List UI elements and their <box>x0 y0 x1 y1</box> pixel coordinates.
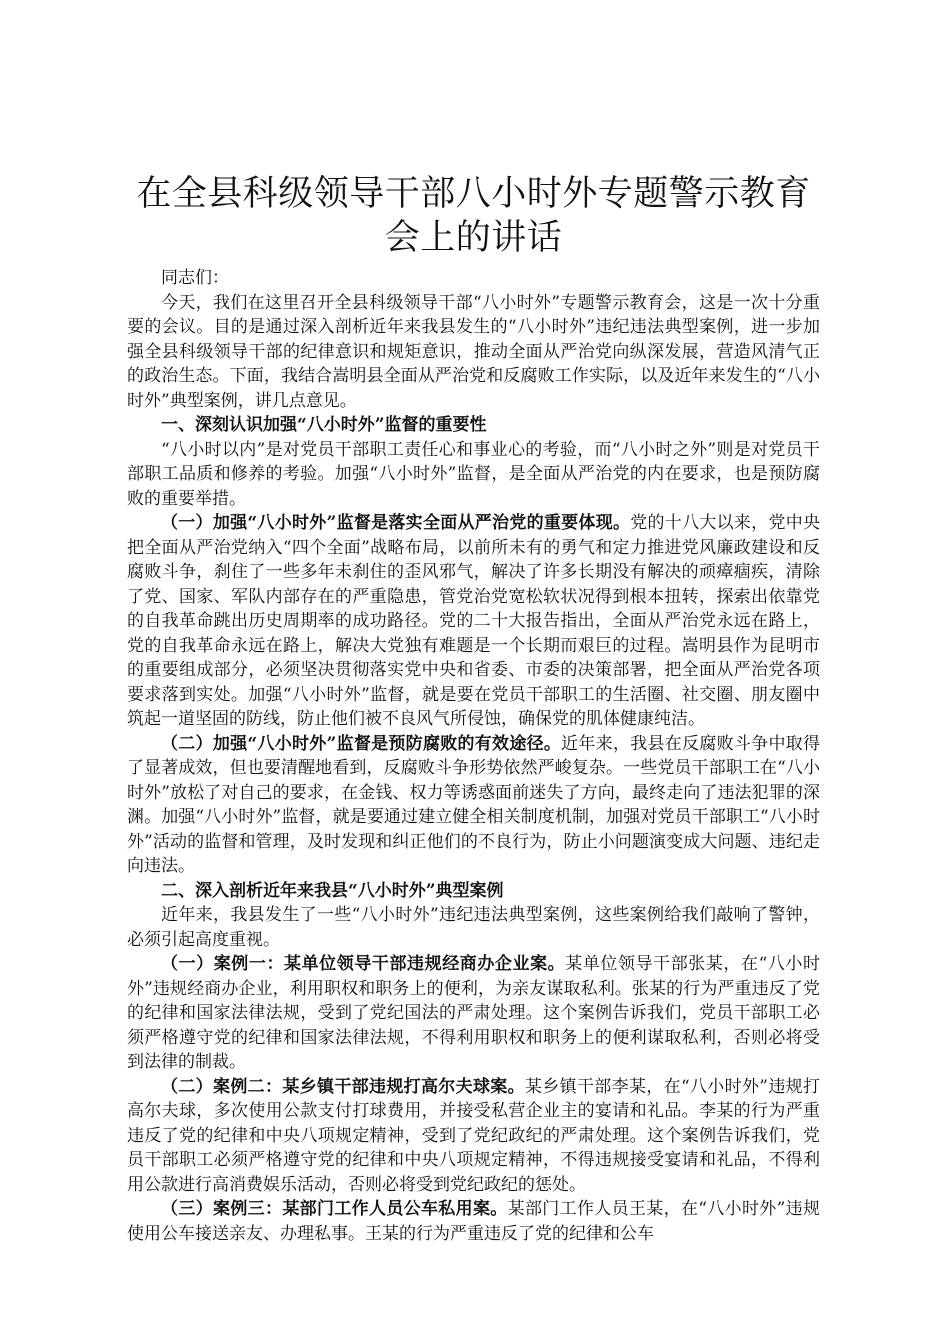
section-1-point-1-lead: （一）加强“八小时外”监督是落实全面从严治党的重要体现。 <box>161 513 631 533</box>
case-2-lead: （二）案例二：某乡镇干部违规打高尔夫球案。 <box>161 1076 525 1097</box>
case-1-body: 某单位领导干部张某，在“八小时外”违规经商办企业，利用职权和职务上的便利，为亲友谋取私利。张某的行为严重违反了党的纪律和国家法律法规，受到了党纪国法的严肃处理。这个案例告诉我们，党员干部职工必须严格遵守党的纪律和国家法律法规，不得利用职权和职务上的便利谋取私利，否则必将受到法律的制裁。 <box>127 954 820 1072</box>
section-2-body: 近年来，我县发生了一些“八小时外”违纪违法典型案例，这些案例给我们敲响了警钟，必须引起高度重视。 <box>127 905 820 950</box>
case-3-body: 某部门工作人员王某，在“八小时外”违规使用公车接送亲友、办理私事。王某的行为严重违反了党的纪律和公车 <box>127 1199 820 1244</box>
section-1-point-1 <box>127 511 820 732</box>
section-1-point-2 <box>127 732 820 879</box>
document-page <box>127 172 820 1246</box>
salutation: 同志们： <box>161 268 229 288</box>
section-2-heading: 二、深入剖析近年来我县“八小时外”典型案例 <box>161 880 504 901</box>
section-1-body: “八小时以内”是对党员干部职工责任心和事业心的考验，而“八小时之外”则是对党员干部职工品质和修养的考验。加强“八小时外”监督，是全面从严治党的内在要求，也是预防腐败的重要举措。 <box>127 439 820 509</box>
case-3 <box>127 1197 820 1246</box>
section-1-point-2-lead: （二）加强“八小时外”监督是预防腐败的有效途径。 <box>161 733 562 754</box>
section-1-point-1-body: 党的十八大以来，党中央把全面从严治党纳入“四个全面”战略布局，以前所未有的勇气和定力推进党风廉政建设和反腐败斗争，刹住了一些多年未刹住的歪风邪气，解决了许多长期没有解决的顽瘴痼疾，清除了党、国家、军队内部存在的严重隐患，管党治党宽松软状况得到根本扭转，探索出依靠党的自我革命跳出历史周期率的成功路径。党的二十大报告指出，全面从严治党永远在路上，党的自我革命永远在路上，解决大党独有难题是一个长期而艰巨的过程。嵩明县作为昆明市的重要组成部分，必须坚决贯彻落实党中央和省委、市委的决策部署，把全面从严治党各项要求落到实处。加强“八小时外”监督，就是要在党员干部职工的生活圈、社交圈、朋友圈中筑起一道坚固的防线，防止他们被不良风气所侵蚀，确保党的肌体健康纯洁。 <box>127 513 820 729</box>
section-1-point-2-body: 近年来，我县在反腐败斗争中取得了显著成效，但也要清醒地看到，反腐败斗争形势依然严峻复杂。一些党员干部职工在“八小时外”放松了对自己的要求，在金钱、权力等诱惑面前迷失了方向，最终走向了违法犯罪的深渊。加强“八小时外”监督，就是要通过建立健全相关制度机制，加强对党员干部职工“八小时外”活动的监督和管理，及时发现和纠正他们的不良行为，防止小问题演变成大问题、违纪走向违法。 <box>127 733 821 876</box>
case-1-lead: （一）案例一：某单位领导干部违规经商办企业案。 <box>161 954 566 974</box>
document-title: 在全县科级领导干部八小时外专题警示教育会上的讲话 <box>136 174 811 258</box>
case-2 <box>127 1075 820 1198</box>
section-1-heading: 一、深刻认识加强“八小时外”监督的重要性 <box>161 415 487 435</box>
case-2-body: 某乡镇干部李某，在“八小时外”违规打高尔夫球，多次使用公款支付打球费用，并接受私营企业主的宴请和礼品。李某的行为严重违反了党的纪律和中央八项规定精神，受到了党纪政纪的严肃处理。这个案例告诉我们，党员干部职工必须严格遵守党的纪律和中央八项规定精神，不得违规接受宴请和礼品，不得利用公款进行高消费娱乐活动，否则必将受到党纪政纪的惩处。 <box>127 1076 820 1195</box>
case-1 <box>127 952 820 1075</box>
case-3-lead: （三）案例三：某部门工作人员公车私用案。 <box>161 1199 508 1219</box>
intro-paragraph: 今天，我们在这里召开全县科级领导干部“八小时外”专题警示教育会，这是一次十分重要的会议。目的是通过深入剖析近年来我县发生的“八小时外”违纪违法典型案例，进一步加强全县科级领导干部的纪律意识和规矩意识，推动全面从严治党向纵深发展，营造风清气正的政治生态。下面，我结合嵩明县全面从严治党和反腐败工作实际，以及近年来发生的“八小时外”典型案例，讲几点意见。 <box>127 292 820 411</box>
